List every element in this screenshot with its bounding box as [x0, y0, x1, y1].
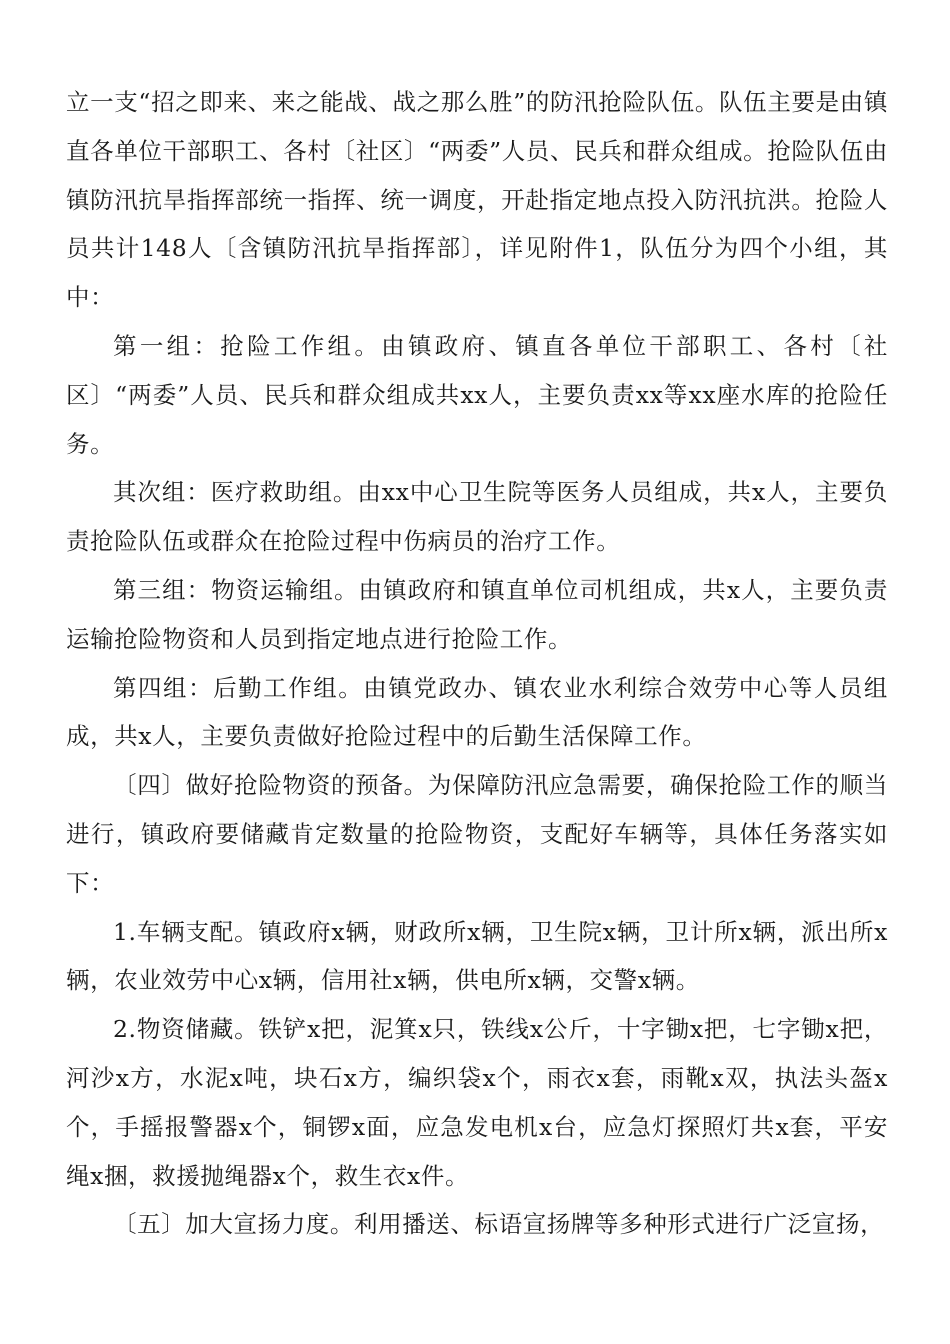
document-body — [66, 78, 888, 1249]
paragraph-group-two: 其次组：医疗救助组。由xx中心卫生院等医务人员组成，共x人，主要负责抢险队伍或群众在抢险过程中伤病员的治疗工作。 — [66, 478, 888, 556]
paragraph-material-reserve: 2.物资储藏。铁铲x把，泥箕x只，铁线x公斤，十字锄x把，七字锄x把，河沙x方，水泥x吨，块石x方，编织袋x个，雨衣x套，雨靴x双，执法头盔x个，手摇报警器x个，铜锣x面，应急发电机x台，应急灯探照灯共x套，平安绳x捆，救援抛绳器x个，救生衣x件。 — [66, 1015, 888, 1190]
paragraph-team-intro: 立一支“招之即来、来之能战、战之那么胜”的防汛抢险队伍。队伍主要是由镇直各单位干部职工、各村〔社区〕“两委”人员、民兵和群众组成。抢险队伍由镇防汛抗旱指挥部统一指挥、统一调度，开赴指定地点投入防汛抗洪。抢险人员共计148人〔含镇防汛抗旱指挥部〕，详见附件1，队伍分为四个小组，其中： — [66, 88, 888, 312]
paragraph-section-four: 〔四〕做好抢险物资的预备。为保障防汛应急需要，确保抢险工作的顺当进行，镇政府要储藏肯定数量的抢险物资，支配好车辆等，具体任务落实如下： — [66, 771, 888, 897]
paragraph-group-three: 第三组：物资运输组。由镇政府和镇直单位司机组成，共x人，主要负责运输抢险物资和人员到指定地点进行抢险工作。 — [66, 575, 888, 653]
paragraph-vehicle-allocation: 1.车辆支配。镇政府x辆，财政所x辆，卫生院x辆，卫计所x辆，派出所x辆，农业效劳中心x辆，信用社x辆，供电所x辆，交警x辆。 — [66, 917, 888, 995]
paragraph-group-four: 第四组：后勤工作组。由镇党政办、镇农业水利综合效劳中心等人员组成，共x人，主要负责做好抢险过程中的后勤生活保障工作。 — [66, 673, 888, 751]
paragraph-group-one: 第一组：抢险工作组。由镇政府、镇直各单位干部职工、各村〔社区〕“两委”人员、民兵和群众组成共xx人，主要负责xx等xx座水库的抢险任务。 — [66, 331, 888, 458]
paragraph-section-five: 〔五〕加大宣扬力度。利用播送、标语宣扬牌等多种形式进行广泛宣扬， — [113, 1210, 885, 1239]
